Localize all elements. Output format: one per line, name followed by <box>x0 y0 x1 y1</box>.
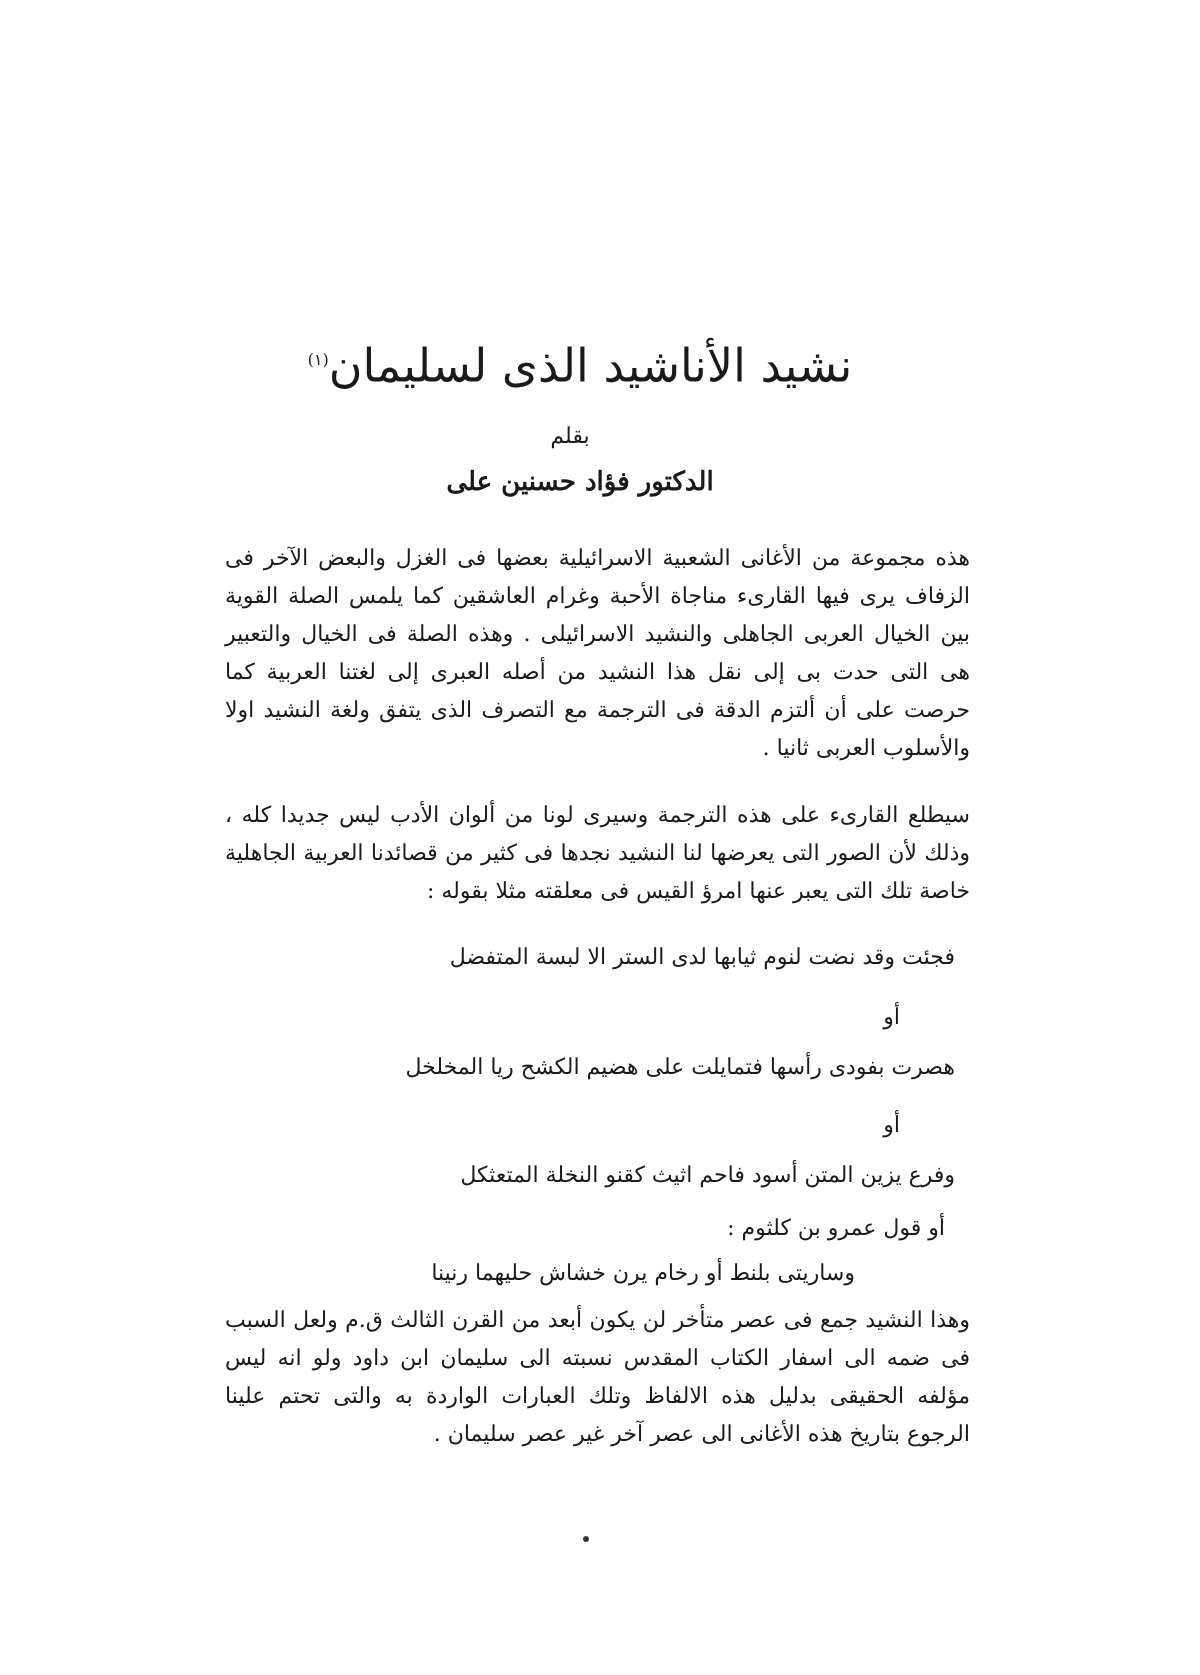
verse-amr: وساريتى بلنط أو رخام يرن خشاش حليهما رنينا <box>431 1261 855 1286</box>
verse-imru-1: فجئت وقد نضت لنوم ثيابها لدى الستر الا لبسة المتفضل <box>449 945 955 970</box>
page-title <box>300 330 860 395</box>
or-separator: أو <box>883 1113 900 1138</box>
or-separator: أو <box>883 1005 900 1030</box>
paragraph-intro: هذه مجموعة من الأغانى الشعبية الاسرائيلية بعضها فى الغزل والبعض الآخر فى الزفاف يرى فيها القارىء مناجاة الأحبة وغرام العاشقين كما يلمس الصلة القوية بين الخيال العربى الجاهلى والنشيد الاسرائيلى . وهذه الصلة فى الخيال والتعبير هى التى حدت بى إلى نقل هذا النشيد من أصله العبرى إلى لغتنا العربية كما حرصت على أن ألتزم الدقة فى الترجمة مع التصرف الذى يتفق ولغة النشيد اولا والأسلوب العربى ثانيا . <box>225 546 970 761</box>
footnote-marker: (١) <box>307 350 329 369</box>
paragraph-comparison: سيطلع القارىء على هذه الترجمة وسيرى لونا من ألوان الأدب ليس جديدا كله ، وذلك لأن الصور التى يعرضها لنا النشيد نجدها فى كثير من قصائدنا العربية الجاهلية خاصة تلك التى يعبر عنها امرؤ القيس فى معلقته مثلا بقوله : <box>225 803 970 904</box>
paragraph-dating: وهذا النشيد جمع فى عصر متأخر لن يكون أبعد من القرن الثالث ق.م ولعل السبب فى ضمه الى اسفار الكتاب المقدس نسبته الى سليمان ابن داود ولو انه ليس مؤلفه الحقيقى بدليل هذه الالفاظ وتلك العبارات الواردة به والتى تحتم علينا الرجوع بتاريخ هذه الأغانى الى عصر آخر غير عصر سليمان . <box>225 1308 970 1447</box>
page-mark <box>583 1536 589 1542</box>
verse-imru-3: وفرع يزين المتن أسود فاحم اثيث كقنو النخلة المتعثكل <box>460 1163 955 1188</box>
byline-label: بقلم <box>550 424 590 449</box>
verse-imru-2: هصرت بفودى رأسها فتمايلت على هضيم الكشح ريا المخلخل <box>405 1055 955 1080</box>
author-name: الدكتور فؤاد حسنين على <box>446 467 714 497</box>
amr-intro: أو قول عمرو بن كلثوم : <box>727 1216 945 1241</box>
title-text: نشيد الأناشيد الذى لسليمان <box>328 338 853 393</box>
